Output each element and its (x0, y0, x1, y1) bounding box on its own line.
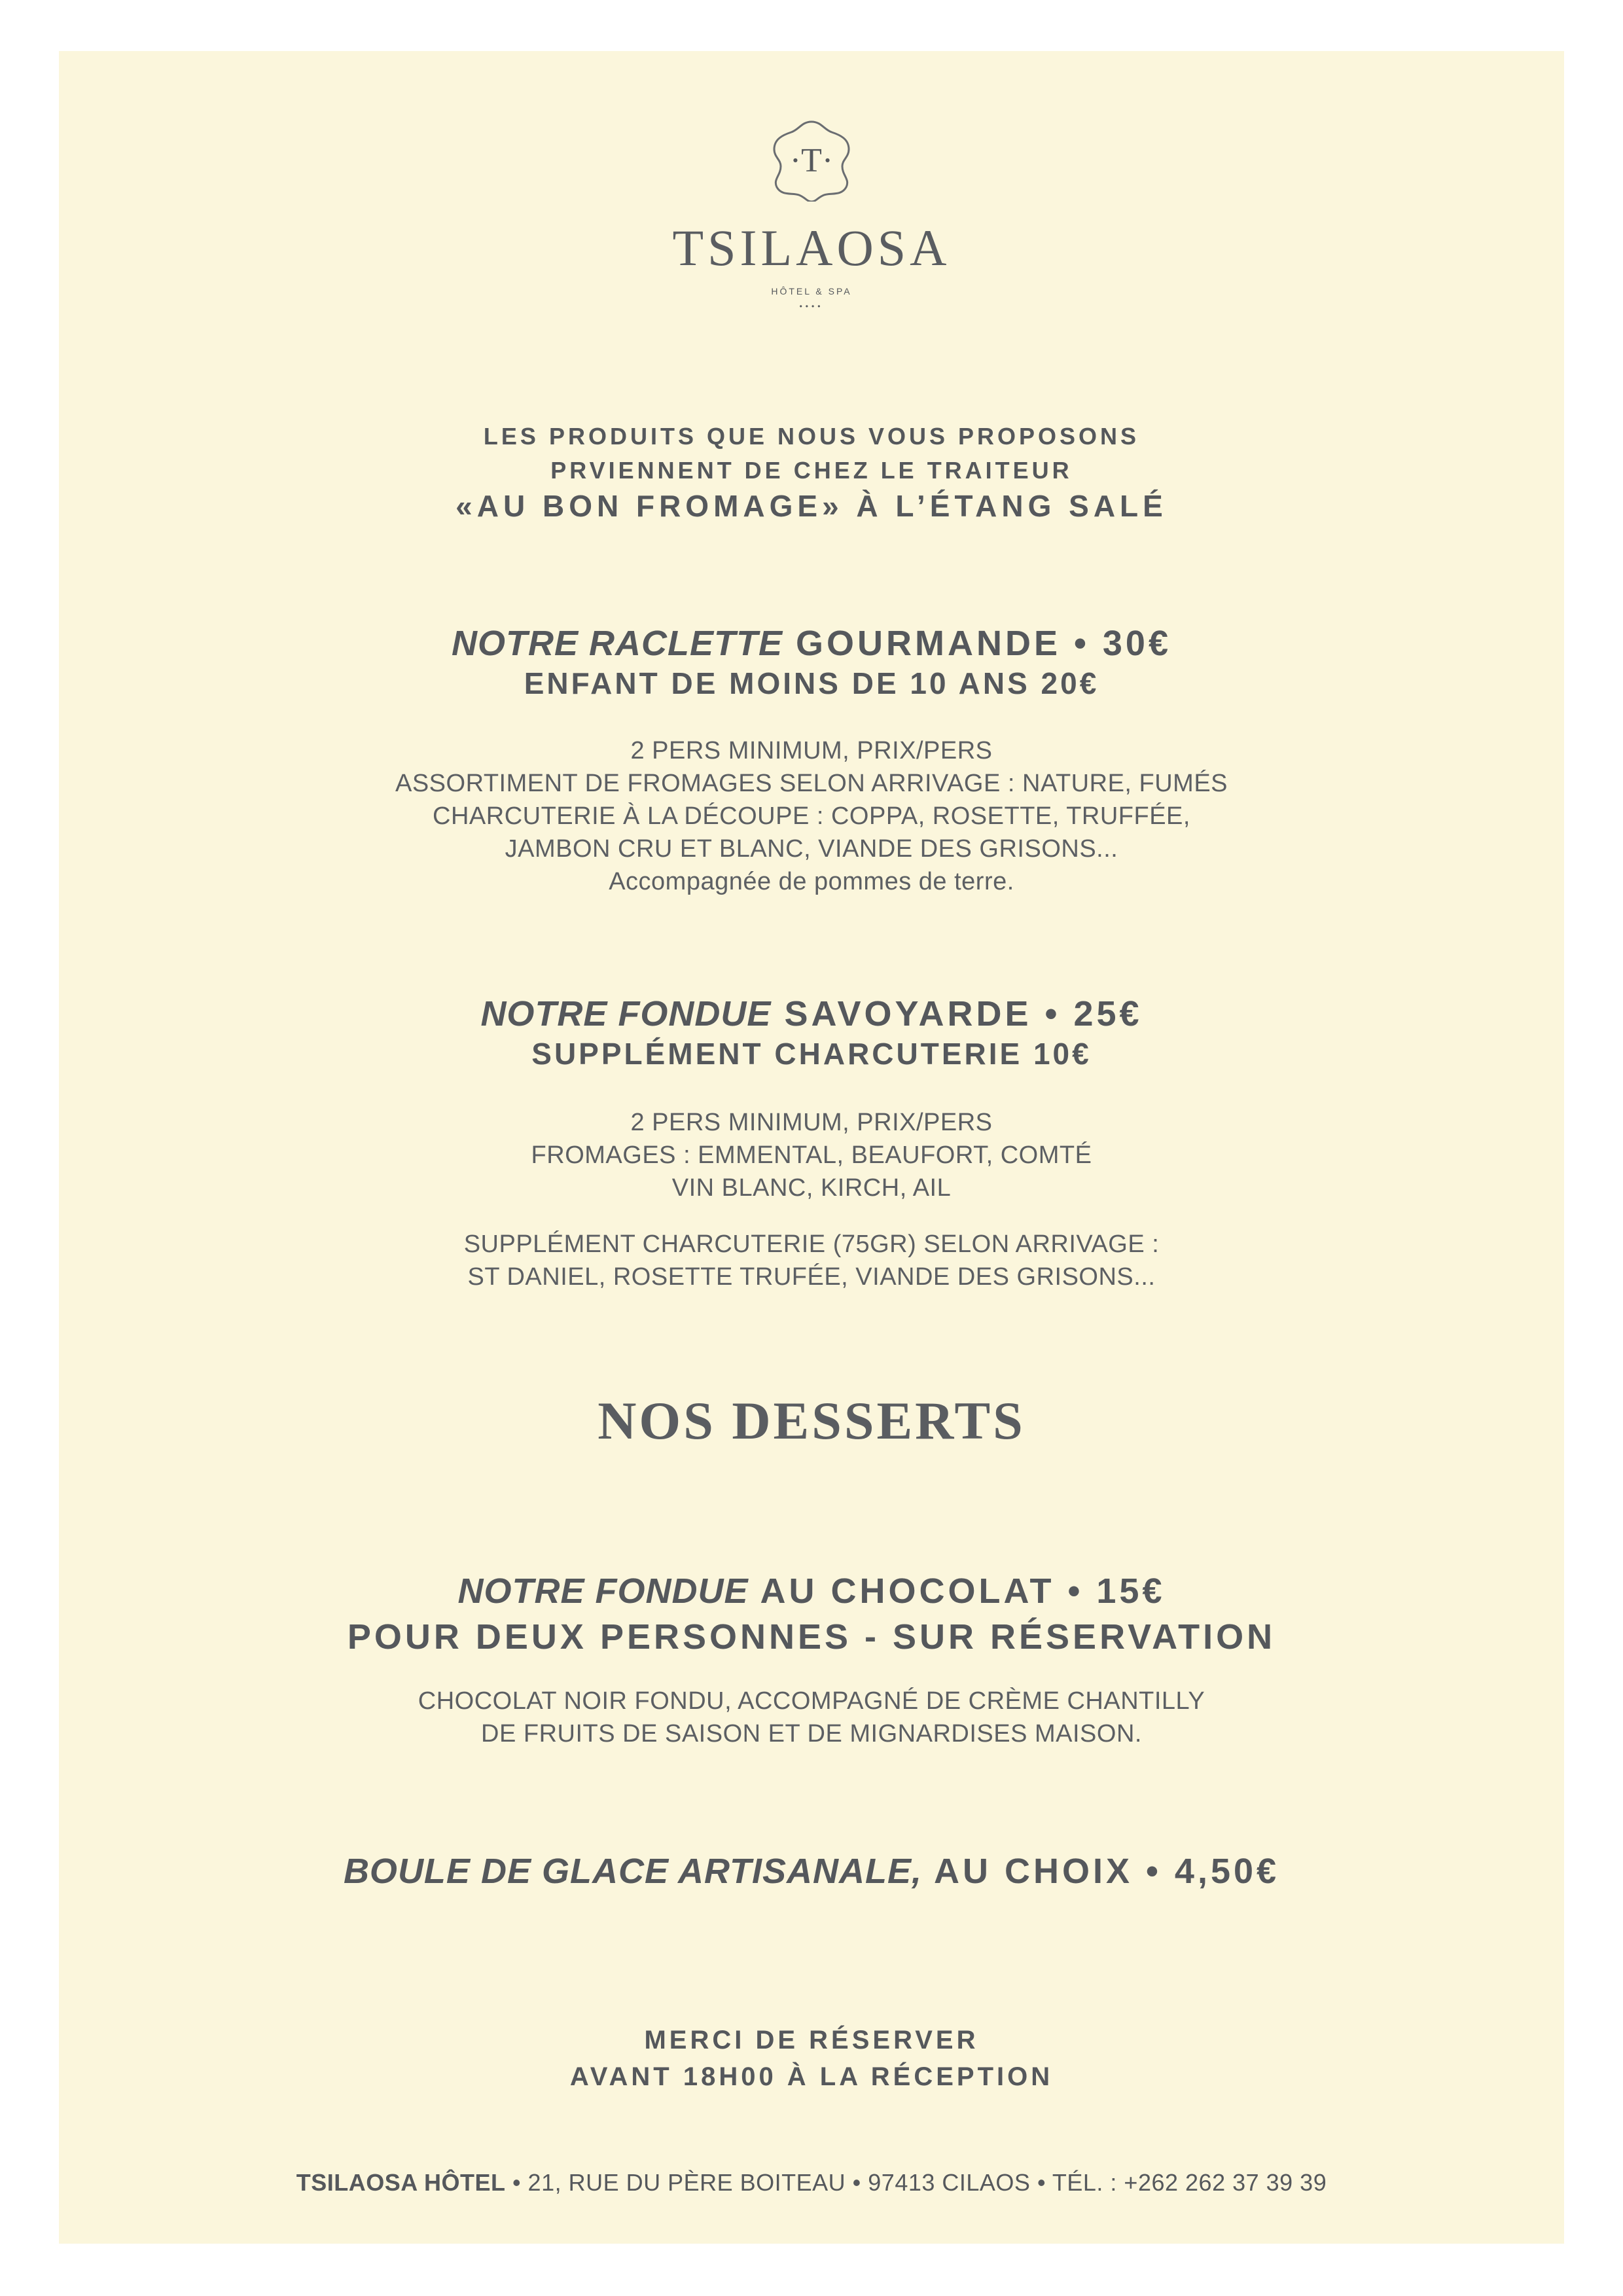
fondue-description (59, 1106, 1564, 1204)
glace-title-price: AU CHOIX • 4,50€ (921, 1852, 1280, 1891)
brand-stars: •••• (799, 302, 824, 311)
reservation-line-2: AVANT 18H00 À LA RÉCEPTION (569, 2062, 1054, 2091)
raclette-title-price: GOURMANDE • 30€ (782, 624, 1171, 663)
fondue-subtitle: SUPPLÉMENT CHARCUTERIE 10€ (531, 1037, 1092, 1071)
raclette-subtitle: ENFANT DE MOINS DE 10 ANS 20€ (524, 666, 1099, 700)
logo-letter: ·T· (789, 142, 834, 179)
brand-name: TSILAOSA (672, 219, 951, 276)
fondue-supplement-line: ST DANIEL, ROSETTE TRUFÉE, VIANDE DES GRISONS... (467, 1263, 1156, 1291)
reservation-line-1: MERCI DE RÉSERVER (644, 2026, 979, 2054)
intro-line-3: «AU BON FROMAGE» À L’ÉTANG SALÉ (455, 489, 1168, 523)
raclette-title-italic: NOTRE RACLETTE (451, 624, 783, 663)
chocolat-title-price: AU CHOCOLAT • 15€ (748, 1571, 1166, 1611)
glace-title (59, 1848, 1564, 1894)
chocolat-subtitle: POUR DEUX PERSONNES - SUR RÉSERVATION (347, 1617, 1276, 1657)
footer-address (59, 2169, 1564, 2197)
fondue-supplement-line: SUPPLÉMENT CHARCUTERIE (75GR) SELON ARRIVAGE : (463, 1230, 1160, 1258)
fondue-title-price: SAVOYARDE • 25€ (771, 994, 1143, 1033)
raclette-desc-line: JAMBON CRU ET BLANC, VIANDE DES GRISONS... (505, 835, 1118, 863)
menu-page (59, 51, 1564, 2244)
chocolat-desc-line: CHOCOLAT NOIR FONDU, ACCOMPAGNÉ DE CRÈME CHANTILLY (418, 1687, 1205, 1715)
hotel-logo-emblem (769, 117, 854, 202)
fondue-desc-line: 2 PERS MINIMUM, PRIX/PERS (630, 1109, 993, 1136)
chocolat-title-italic: NOTRE FONDUE (457, 1571, 749, 1611)
fondue-desc-line: VIN BLANC, KIRCH, AIL (671, 1174, 952, 1202)
brand-subtitle: HÔTEL & SPA (771, 286, 852, 296)
footer-hotel-name: TSILAOSA HÔTEL (296, 2169, 506, 2196)
chocolat-desc-line: DE FRUITS DE SAISON ET DE MIGNARDISES MAISON. (481, 1720, 1142, 1748)
chocolat-title (59, 1568, 1564, 1614)
fondue-title-italic: NOTRE FONDUE (480, 994, 772, 1033)
raclette-desc-line: CHARCUTERIE À LA DÉCOUPE : COPPA, ROSETTE, TRUFFÉE, (433, 802, 1190, 830)
glace-title-italic: BOULE DE GLACE ARTISANALE, (343, 1852, 922, 1891)
intro-line-1: LES PRODUITS QUE NOUS VOUS PROPOSONS (483, 423, 1140, 450)
raclette-desc-line: 2 PERS MINIMUM, PRIX/PERS (630, 737, 993, 764)
desserts-heading: NOS DESSERTS (597, 1391, 1026, 1450)
raclette-desc-line: ASSORTIMENT DE FROMAGES SELON ARRIVAGE : NATURE, FUMÉS (395, 770, 1228, 797)
raclette-desc-line: Accompagnée de pommes de terre. (609, 868, 1014, 895)
fondue-desc-line: FROMAGES : EMMENTAL, BEAUFORT, COMTÉ (531, 1141, 1092, 1169)
raclette-description (59, 734, 1564, 898)
raclette-title (59, 620, 1564, 666)
intro-line-2: PRVIENNENT DE CHEZ LE TRAITEUR (550, 457, 1073, 484)
chocolat-description (59, 1685, 1564, 1750)
fondue-supplement-description (59, 1228, 1564, 1293)
fondue-title (59, 991, 1564, 1037)
footer-details: • 21, RUE DU PÈRE BOITEAU • 97413 CILAOS • TÉL. : +262 262 37 39 39 (505, 2169, 1327, 2196)
